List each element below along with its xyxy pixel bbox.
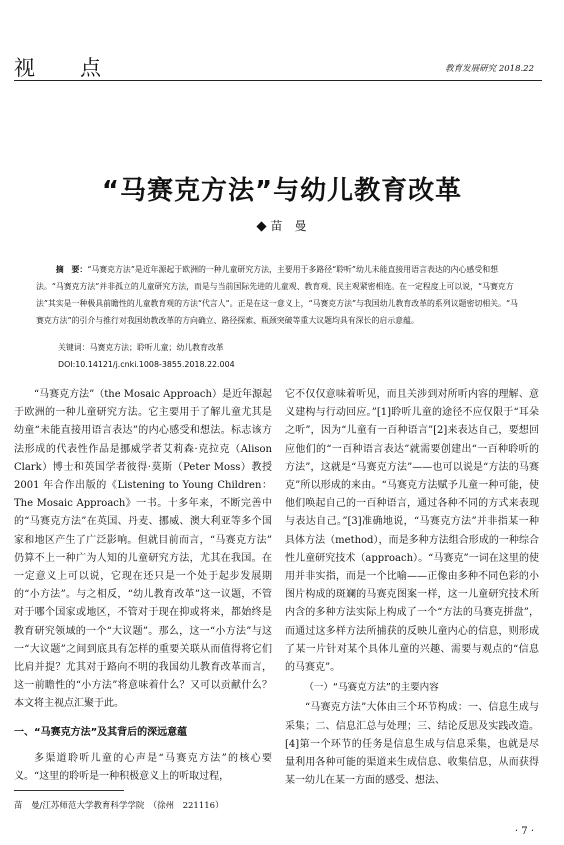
author-name: 苗 曼 [270, 219, 307, 233]
header-rule [14, 80, 542, 81]
keywords-line [58, 339, 224, 356]
keywords-text: 马赛克方法；聆听儿童；幼儿教育改革 [89, 343, 224, 352]
body-paragraph: 它不仅仅意味着听见，而且关涉到对所听内容的理解、意义建构与行动回应。”[1]聆听儿童的途径不应仅限于“耳朵之听”，因为“儿童有一百种语言”[2]来表达自己，要想回应他们的“一百种语言表达”就需要创建出“一百种聆听的方法”，这就是“马赛克方法”——也可以说是“方法的马赛克”所以形成的来由。“马赛克方法赋予儿童一种可能，使他们唤起自己的一百种语言，通过各种不同的方式来表现与表达自己。”[3]准确地说，“马赛克方法”并非指某一种具体方法（method），而是多种方法组合形成的一种综合性儿童研究技术（approach）。“马赛克”一词在这里的使用并非实指，而是一个比喻——正像由多种不同色彩的小图片构成的斑斓的马赛克图案一样，这一儿童研究技术所内含的多种方法实际上构成了一个“方法的马赛克拼盘”，而通过这多样方法所捕获的反映儿童内心的信息，则形成了某一片针对某个具体儿童的兴趣、需要与观点的“信息的马赛克”。 [285, 389, 539, 674]
author-marker-icon [257, 221, 267, 231]
body-paragraph: “马赛克方法”大体由三个环节构成：一、信息生成与采集；二、信息汇总与处理；三、结论反思及实践改造。[4]第一个环节的任务是信息生成与信息采集，也就是尽量利用各种可能的渠道来生成信息、收集信息，从而获得某一幼儿在某一方面的感受、想法、 [285, 702, 539, 787]
page-number: · 7 · [514, 826, 534, 837]
body-paragraph: 多渠道聆听儿童的心声是“马赛克方法”的核心要义。“这里的聆听是一种积极意义上的听取过程， [14, 752, 272, 783]
section-heading: 一、“马赛克方法”及其背后的深远意蕴 [14, 726, 188, 738]
abstract-paragraph [36, 261, 522, 329]
subsection-heading: （一）“马赛克方法”的主要内容 [304, 682, 439, 694]
abstract-label: 摘 要： [55, 265, 88, 274]
left-column [14, 386, 272, 786]
article-title: “马赛克方法”与幼儿教育改革 [101, 176, 463, 206]
right-column [285, 386, 539, 790]
author-affiliation-footnote: 苗 曼/江苏师范大学教育科学学院 （徐州 221116） [14, 801, 224, 811]
author-line [0, 217, 564, 234]
body-paragraph: “马赛克方法”（the Mosaic Approach）是近年源起于欧洲的一种儿童研究方法。它主要用于了解儿童尤其是幼童“未能直接用语言表达”的内心感受和想法。标志该方法形成的代表性作品是挪威学者艾莉森·克拉克（Alison Clark）博士和英国学者彼得·莫斯（Peter Moss）教授 2001 年合作出版的《Listening to Young Children：The Mosaic Approach》一书。十多年来，不断完善中的“马赛克方法”在英国、丹麦、挪威、澳大利亚等多个国家和地区产生了广泛影响。但就目前而言，“马赛克方法” 仍算不上一种广为人知的儿童研究方法，尤其在我国。在一定意义上可以说，它现在还只是一个处于起步发展期的“小方法”。与之相反，“幼儿教育改革”这一议题，不管对于哪个国家或地区，不管对于现在抑或将来，都始终是教育研究领域的一个“大议题”。那么，这一“小方法”与这一“大议题”之间到底具有怎样的重要关联从而值得将它们比肩并提？尤其对于路向不明的我国幼儿教育改革而言，这一前瞻性的“小方法”将意味着什么？又可以贡献什么？本文将主视点汇聚于此。 [14, 389, 272, 710]
section-char-2: 点 [80, 56, 101, 80]
footnote-rule [14, 790, 124, 791]
doi-line: DOI:10.14121/j.cnki.1008-3855.2018.22.004 [58, 360, 235, 369]
abstract-text: “马赛克方法”是近年源起于欧洲的一种儿童研究方法，主要用于多路径“聆听”幼儿未能直接用语言表达的内心感受和想法。“马赛克方法”并非孤立的儿童研究方法，而是与当前国际先进的儿童观、教育观、民主观紧密相连。在一定程度上可以说，“马赛克方法”其实是一种极具前瞻性的儿童教育观的方法“代言人”。正是在这一意义上，“马赛克方法”与我国幼儿教育改革的系列议题密切相关。“马赛克方法”的引介与推行对我国幼教改革的方向确立、路径探索、瓶颈突破等重大议题均具有深长的启示意蕴。 [36, 265, 518, 325]
journal-issue: 教育发展研究 2018.22 [445, 64, 534, 74]
section-char-1: 视 [14, 56, 35, 80]
abstract [36, 261, 522, 329]
keywords-label: 关键词： [58, 343, 90, 352]
